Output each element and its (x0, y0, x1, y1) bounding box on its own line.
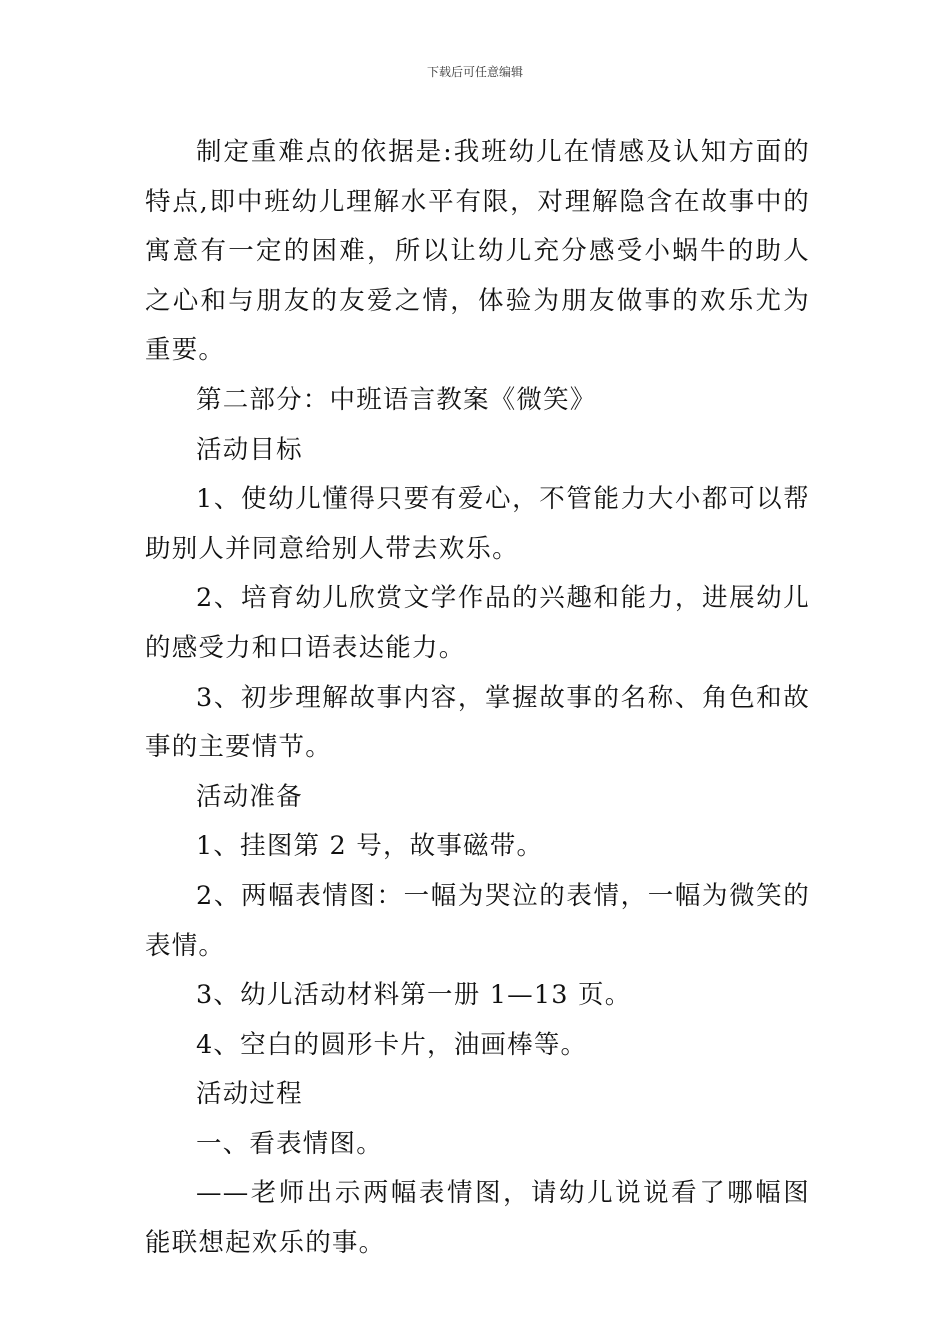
preparation-item-3: 3、幼儿活动材料第一册 1—13 页。 (196, 980, 632, 1011)
document-body (145, 128, 810, 1269)
goal-item-3: 3、初步理解故事内容，掌握故事的名称、角色和故事的主要情节。 (145, 682, 810, 763)
goal-item-1: 1、使幼儿懂得只要有爱心，不管能力大小都可以帮助别人并同意给别人带去欢乐。 (145, 484, 810, 564)
section-title: 第二部分：中班语言教案《微笑》 (196, 384, 597, 415)
goal-item-2: 2、培育幼儿欣赏文学作品的兴趣和能力，进展幼儿的感受力和口语表达能力。 (145, 583, 810, 663)
paragraph-rationale: 制定重难点的依据是:我班幼儿在情感及认知方面的特点,即中班幼儿理解水平有限，对理解隐含在故事中的寓意有一定的困难，所以让幼儿充分感受小蜗牛的助人之心和与朋友的友爱之情，体验为朋友做事的欢乐尤为重要。 (145, 137, 810, 366)
preparation-item-1: 1、挂图第 2 号，故事磁带。 (196, 831, 544, 862)
heading-activity-process: 活动过程 (196, 1079, 303, 1110)
heading-activity-goals: 活动目标 (196, 434, 303, 465)
process-step-1: 一、看表情图。 (196, 1128, 383, 1159)
header-note: 下载后可任意编辑 (426, 65, 523, 79)
heading-activity-preparation: 活动准备 (196, 781, 303, 812)
process-step-1-detail: ——老师出示两幅表情图，请幼儿说说看了哪幅图能联想起欢乐的事。 (145, 1178, 810, 1259)
preparation-item-4: 4、空白的圆形卡片，油画棒等。 (196, 1029, 588, 1060)
preparation-item-2: 2、两幅表情图：一幅为哭泣的表情，一幅为微笑的表情。 (145, 880, 810, 961)
